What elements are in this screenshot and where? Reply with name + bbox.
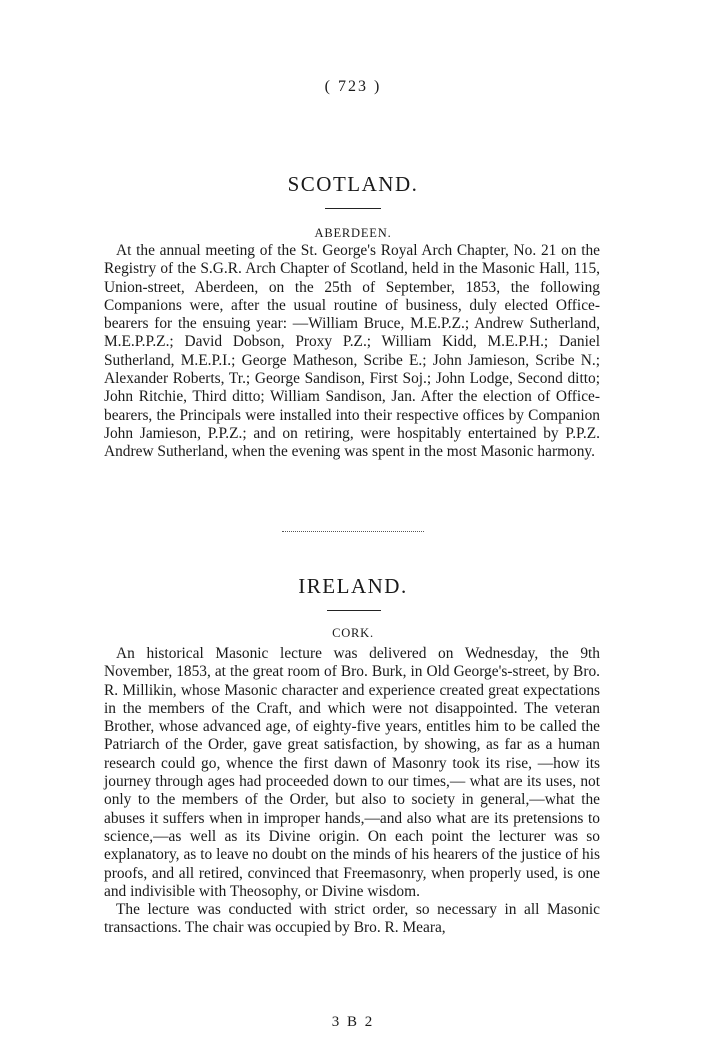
subheading-cork: CORK. [332, 626, 374, 640]
section-divider [282, 531, 424, 532]
subheading-aberdeen: ABERDEEN. [314, 226, 392, 240]
section-heading-scotland: SCOTLAND. [287, 172, 419, 196]
scotland-article [104, 242, 600, 462]
printer-signature: 3 B 2 [331, 1014, 375, 1030]
section-heading-ireland: IRELAND. [298, 574, 408, 598]
heading-rule [327, 610, 381, 611]
page-number: ( 723 ) [324, 78, 382, 95]
ireland-paragraph-1: An historical Masonic lecture was delivered on Wednesday, the 9th November, 1853, at the great room of Bro. Burk, in Old George's-street, by Bro. R. Millikin, whose Masonic character and experience created great expectations in the members of the Craft, and which were not disappointed. The veteran Brother, whose advanced age, of eighty-five years, entitles him to be called the Patriarch of the Order, gave great satisfaction, by showing, as far as a human research could go, whence the first dawn of Masonry took its rise, —how its journey through ages had proceeded down to our times,— what are its uses, not only to the members of the Order, but also to society in general,—what the abuses it suffers when in improper hands,—and also what are its pretensions to science,—as well as its Divine origin. On each point the lecturer was so explanatory, as to leave no doubt on the minds of his hearers of the justice of his proofs, and all retired, convinced that Freemasonry, when properly used, is one and indivisible with Theosophy, or Divine wisdom. [104, 645, 600, 900]
scotland-paragraph: At the annual meeting of the St. George's Royal Arch Chapter, No. 21 on the Registry of the S.G.R. Arch Chapter of Scotland, held in the Masonic Hall, 115, Union-street, Aberdeen, on the 25th of September, 1853, the following Companions were, after the usual routine of business, duly elected Office-bearers for the ensuing year: —William Bruce, M.E.P.Z.; Andrew Sutherland, M.E.P.P.Z.; David Dobson, Proxy P.Z.; William Kidd, M.E.P.H.; Daniel Sutherland, M.E.P.I.; George Matheson, Scribe E.; John Jamieson, Scribe N.; Alexander Roberts, Tr.; George Sandison, First Soj.; John Lodge, Second ditto; John Ritchie, Third ditto; William Sandison, Jan. After the election of Office-bearers, the Principals were installed into their respective offices by Companion John Jamieson, P.P.Z.; and on retiring, were hospitably entertained by P.P.Z. Andrew Sutherland, when the evening was spent in the most Masonic harmony. [104, 242, 600, 461]
ireland-paragraph-2: The lecture was conducted with strict order, so necessary in all Masonic transactions. The chair was occupied by Bro. R. Meara, [104, 901, 600, 937]
ireland-article [104, 645, 600, 938]
heading-rule [325, 208, 381, 209]
